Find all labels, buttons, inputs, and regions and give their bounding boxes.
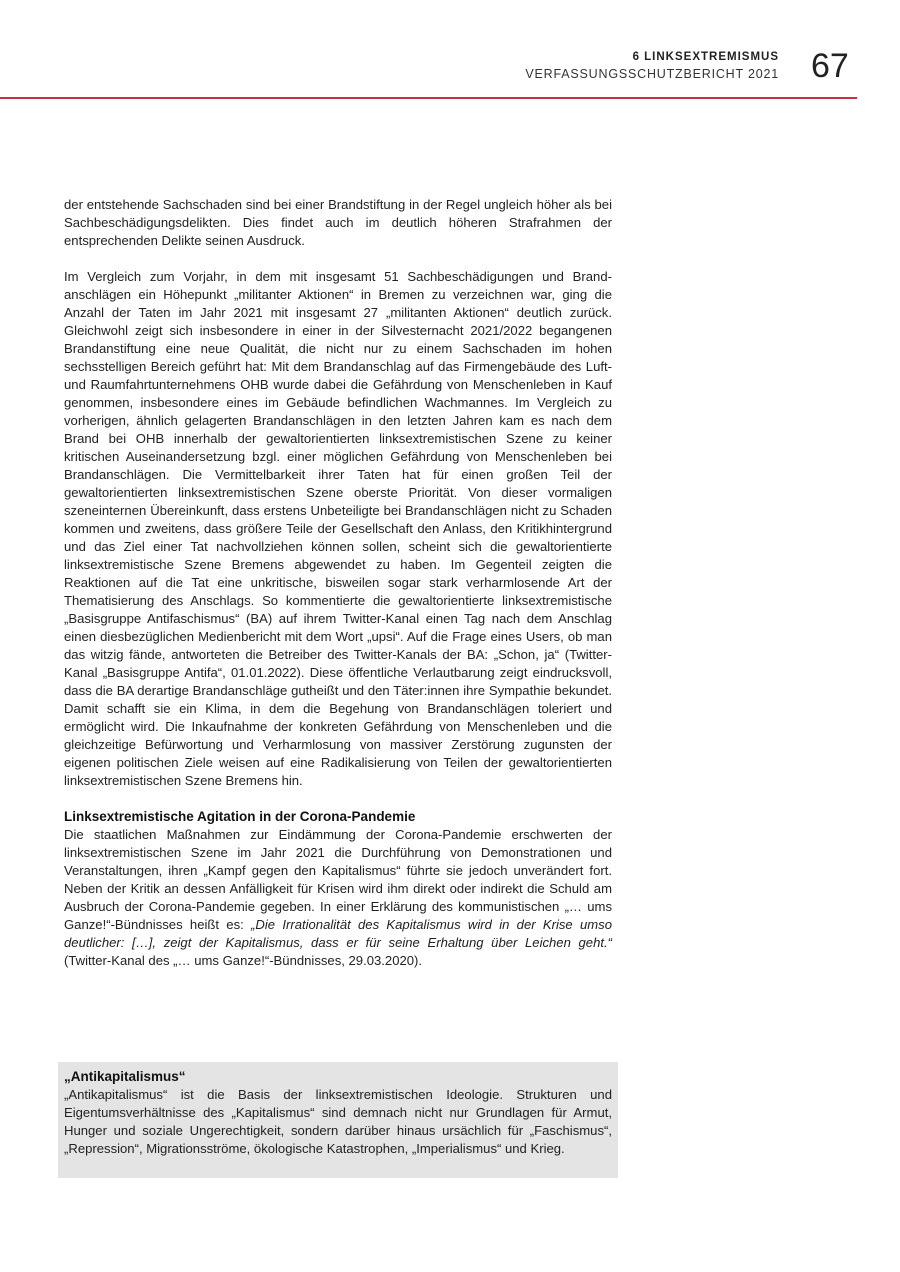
report-title: VERFASSUNGSSCHUTZBERICHT 2021 — [525, 67, 779, 81]
quote: „Die Irrationalität des Kapitalismus wird in der Krise umso deutlicher: […], zeigt der Kapitalismus, dass er für seine Erhaltung über Leichen geht.“ — [64, 917, 612, 950]
info-box — [58, 1062, 618, 1178]
paragraph — [64, 826, 612, 970]
page-header — [0, 0, 900, 100]
paragraph-gap — [64, 250, 612, 268]
info-box-title: „Antikapitalismus“ — [64, 1069, 186, 1084]
page-number: 67 — [811, 47, 849, 85]
paragraph-gap — [64, 790, 612, 808]
info-box-content — [64, 1068, 612, 1158]
paragraph: Im Vergleich zum Vorjahr, in dem mit insgesamt 51 Sachbeschädigungen und Brandanschlägen ein Höhepunkt „militanter Aktionen“ in Bremen zu verzeichnen war, ging die Anzahl der Taten im Jahr 2021 mit insgesamt 27 „militanten Aktionen“ deutlich zurück. Gleichwohl zeigt sich insbesondere in einer in der Silvesternacht 2021/2022 begangenen Brandanstiftung eine neue Qualität, die nicht nur zu einem Sachschaden im hohen sechsstelligen Bereich geführt hat: Mit dem Brandanschlag auf das Firmengebäude des Luft- und Raumfahrtunternehmens OHB wurde dabei die Gefährdung von Menschenleben in Kauf genommen, insbesondere eines im Gebäude befindlichen Wachmannes. Im Vergleich zu vorherigen, ähnlich gelagerten Brandanschlägen in den letzten Jahren kam es nach dem Brand bei OHB innerhalb der gewaltorientierten linksextremistischen Szene zu keiner kritischen Auseinandersetzung bzgl. einer möglichen Gefährdung von Menschenleben bei Brandanschlägen. Die Vermittelbarkeit ihrer Taten hat für einen großen Teil der gewaltorientierten linksextremistischen Szene oberste Priorität. Von dieser vormaligen szeneinternen Übereinkunft, dass erstens Unbeteiligte bei Brandanschlägen nicht zu Schaden kommen und zweitens, dass größere Teile der Gesellschaft den Anlass, den Kritikhintergrund und das Ziel einer Tat nachvollziehen können sollen, scheint sich die gewaltorientierte linksextremistische Szene Bremens abgewendet zu haben. Im Gegenteil zeigten die Reaktionen auf die Tat eine unkritische, bisweilen sogar stark verharmlosende Art der Thematisierung des Anschlags. So kommentierte die gewaltorientierte linksextremistische „Basisgruppe Antifaschismus“ (BA) auf ihrem Twitter-Kanal einen Tag nach dem Anschlag einen diesbezüglichen Medienbericht mit dem Wort „upsi“. Auf die Frage eines Users, ob man das witzig fände, antworteten die Betreiber des Twitter-Kanals der BA: „Schon, ja“ (Twitter-Kanal „Basisgruppe Antifa“, 01.01.2022). Diese öffentliche Verlautbarung zeigt eindrucksvoll, dass die BA derartige Brandanschläge gutheißt und den Täter:innen ihre Sympathie bekundet. Damit schafft sie ein Klima, in dem die Begehung von Brandanschlägen toleriert und ermöglicht wird. Die Inkaufnahme der konkreten Gefährdung von Menschenleben und die gleichzeitige Befürwortung und Verharmlosung von massiver Zerstörung zugunsten der eigenen politischen Ziele weisen auf eine Radikalisierung von Teilen der gewaltorientierten linksextremistischen Szene Bremens hin. — [64, 269, 612, 788]
info-box-text: „Antikapitalismus“ ist die Basis der linksextremistischen Ideologie. Strukturen und Eigentumsverhältnisse des „Kapitalismus“ sind demnach nicht nur Grundlagen für Armut, Hunger und soziale Ungerechtigkeit, sondern darüber hinaus ursächlich für „Faschismus“, „Repression“, Migrationsströme, ökologische Katastrophen, „Imperialismus“ und Krieg. — [64, 1087, 612, 1156]
header-text — [525, 50, 779, 82]
chapter-title: 6 LINKSEXTREMISMUS — [632, 51, 779, 63]
citation: (Twitter-Kanal des „… ums Ganze!“-Bündnisses, 29.03.2020). — [64, 953, 423, 968]
section-heading: Linksextremistische Agitation in der Corona-Pandemie — [64, 809, 416, 824]
paragraph-text: Die staatlichen Maßnahmen zur Eindämmung der Corona-Pandemie erschwerten der linksextremistischen Szene im Jahr 2021 die Durchführung von Demonstrationen und Veranstaltungen, ihren „Kampf gegen den Kapitalismus“ führte sie jedoch unverändert fort. Neben der Kritik an dessen Anfälligkeit für Krisen wird ihm direkt oder indirekt die Schuld am Ausbruch der Corona-Pandemie gegeben. In einer Erklärung des kommunistischen „… ums Ganze!“-Bündnisses heißt es: — [64, 827, 612, 932]
main-content — [64, 196, 612, 970]
header-rule — [0, 97, 857, 99]
paragraph: der entstehende Sachschaden sind bei einer Brandstiftung in der Regel ungleich höher als bei Sachbeschädigungsdelikten. Dies findet auch im deutlich höheren Strafrahmen der entsprechenden Delikte seinen Ausdruck. — [64, 197, 612, 248]
